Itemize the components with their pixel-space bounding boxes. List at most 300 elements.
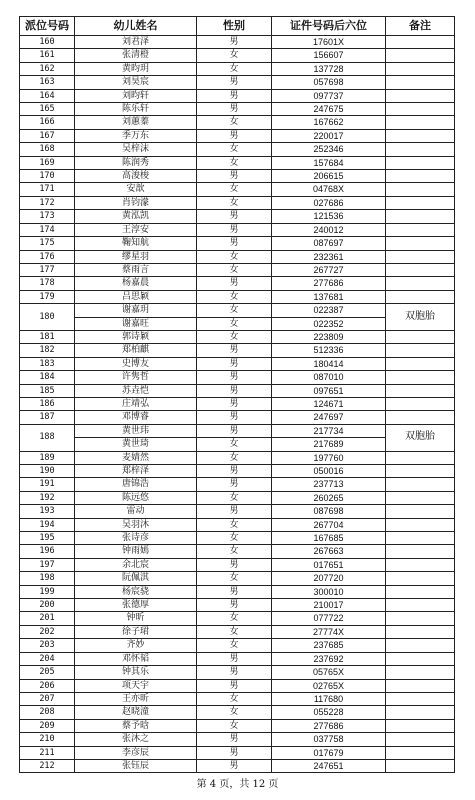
id-last-six-cell: 017651 bbox=[272, 558, 386, 571]
table-row bbox=[20, 505, 455, 518]
lottery-table bbox=[19, 16, 455, 773]
remarks-cell: 双胞胎 bbox=[386, 304, 455, 331]
lottery-number-cell: 210 bbox=[20, 733, 75, 746]
id-last-six-cell: 097651 bbox=[272, 384, 386, 397]
gender-cell: 男 bbox=[197, 666, 272, 679]
id-last-six-cell: 260265 bbox=[272, 491, 386, 504]
remarks-cell bbox=[386, 116, 455, 129]
table-body bbox=[20, 36, 455, 773]
id-last-six-cell: 055228 bbox=[272, 706, 386, 719]
table-row bbox=[20, 411, 455, 424]
remarks-cell bbox=[386, 344, 455, 357]
id-last-six-cell: 017679 bbox=[272, 746, 386, 759]
child-name-cell: 黄世玮 bbox=[75, 424, 197, 437]
gender-cell: 女 bbox=[197, 706, 272, 719]
gender-cell: 男 bbox=[197, 478, 272, 491]
remarks-cell bbox=[386, 532, 455, 545]
table-row bbox=[20, 746, 455, 759]
child-name-cell: 蔡予晗 bbox=[75, 719, 197, 732]
lottery-number-cell: 192 bbox=[20, 491, 75, 504]
lottery-number-cell: 164 bbox=[20, 89, 75, 102]
gender-cell: 女 bbox=[197, 438, 272, 451]
table-row bbox=[20, 639, 455, 652]
table-row bbox=[20, 384, 455, 397]
lottery-number-cell: 182 bbox=[20, 344, 75, 357]
id-last-six-cell: 167685 bbox=[272, 532, 386, 545]
id-last-six-cell: 277686 bbox=[272, 277, 386, 290]
remarks-cell bbox=[386, 505, 455, 518]
gender-cell: 男 bbox=[197, 76, 272, 89]
lottery-number-cell: 208 bbox=[20, 706, 75, 719]
lottery-number-cell: 205 bbox=[20, 666, 75, 679]
table-row bbox=[20, 237, 455, 250]
gender-cell: 男 bbox=[197, 384, 272, 397]
table-row bbox=[20, 666, 455, 679]
remarks-cell bbox=[386, 545, 455, 558]
gender-cell: 男 bbox=[197, 357, 272, 370]
table-row bbox=[20, 706, 455, 719]
child-name-cell: 钟其乐 bbox=[75, 666, 197, 679]
id-last-six-cell: 137681 bbox=[272, 290, 386, 303]
gender-cell: 女 bbox=[197, 143, 272, 156]
header-lottery-number: 派位号码 bbox=[20, 17, 75, 36]
gender-cell: 男 bbox=[197, 36, 272, 49]
child-name-cell: 刘蕙蓁 bbox=[75, 116, 197, 129]
id-last-six-cell: 300010 bbox=[272, 585, 386, 598]
child-name-cell: 吴羽沐 bbox=[75, 518, 197, 531]
lottery-number-cell: 175 bbox=[20, 237, 75, 250]
remarks-cell bbox=[386, 692, 455, 705]
table-row bbox=[20, 733, 455, 746]
id-last-six-cell: 240012 bbox=[272, 223, 386, 236]
table-row bbox=[20, 170, 455, 183]
table-row bbox=[20, 478, 455, 491]
child-name-cell: 黄泓凯 bbox=[75, 210, 197, 223]
header-remarks: 备注 bbox=[386, 17, 455, 36]
lottery-number-cell: 165 bbox=[20, 103, 75, 116]
remarks-cell bbox=[386, 357, 455, 370]
lottery-number-cell: 180 bbox=[20, 304, 75, 331]
lottery-number-cell: 163 bbox=[20, 76, 75, 89]
id-last-six-cell: 180414 bbox=[272, 357, 386, 370]
lottery-number-cell: 200 bbox=[20, 599, 75, 612]
remarks-cell bbox=[386, 558, 455, 571]
child-name-cell: 缪星羽 bbox=[75, 250, 197, 263]
gender-cell: 女 bbox=[197, 545, 272, 558]
gender-cell: 男 bbox=[197, 424, 272, 437]
lottery-number-cell: 160 bbox=[20, 36, 75, 49]
gender-cell: 男 bbox=[197, 103, 272, 116]
gender-cell: 男 bbox=[197, 759, 272, 772]
child-name-cell: 王亦昕 bbox=[75, 692, 197, 705]
remarks-cell bbox=[386, 759, 455, 772]
child-name-cell: 张德厚 bbox=[75, 599, 197, 612]
id-last-six-cell: 167662 bbox=[272, 116, 386, 129]
table-row bbox=[20, 759, 455, 772]
remarks-cell bbox=[386, 89, 455, 102]
id-last-six-cell: 512336 bbox=[272, 344, 386, 357]
header-gender: 性别 bbox=[197, 17, 272, 36]
child-name-cell: 麦婧然 bbox=[75, 451, 197, 464]
lottery-number-cell: 185 bbox=[20, 384, 75, 397]
gender-cell: 男 bbox=[197, 371, 272, 384]
lottery-number-cell: 187 bbox=[20, 411, 75, 424]
gender-cell: 男 bbox=[197, 223, 272, 236]
remarks-cell bbox=[386, 652, 455, 665]
child-name-cell: 季万东 bbox=[75, 129, 197, 142]
child-name-cell: 郑柏麒 bbox=[75, 344, 197, 357]
table-row bbox=[20, 89, 455, 102]
table-row bbox=[20, 545, 455, 558]
remarks-cell bbox=[386, 210, 455, 223]
gender-cell: 男 bbox=[197, 652, 272, 665]
id-last-six-cell: 237685 bbox=[272, 639, 386, 652]
child-name-cell: 高浚梭 bbox=[75, 170, 197, 183]
table-header-row bbox=[20, 17, 455, 36]
remarks-cell bbox=[386, 103, 455, 116]
lottery-number-cell: 212 bbox=[20, 759, 75, 772]
lottery-number-cell: 203 bbox=[20, 639, 75, 652]
id-last-six-cell: 220017 bbox=[272, 129, 386, 142]
remarks-cell bbox=[386, 36, 455, 49]
gender-cell: 女 bbox=[197, 290, 272, 303]
table-row bbox=[20, 183, 455, 196]
gender-cell: 男 bbox=[197, 746, 272, 759]
id-last-six-cell: 267663 bbox=[272, 545, 386, 558]
child-name-cell: 蔡雨言 bbox=[75, 263, 197, 276]
id-last-six-cell: 247675 bbox=[272, 103, 386, 116]
gender-cell: 男 bbox=[197, 679, 272, 692]
remarks-cell bbox=[386, 170, 455, 183]
table-row bbox=[20, 532, 455, 545]
id-last-six-cell: 217734 bbox=[272, 424, 386, 437]
lottery-number-cell: 211 bbox=[20, 746, 75, 759]
remarks-cell bbox=[386, 237, 455, 250]
child-name-cell: 杨宸骁 bbox=[75, 585, 197, 598]
remarks-cell bbox=[386, 746, 455, 759]
id-last-six-cell: 252346 bbox=[272, 143, 386, 156]
lottery-number-cell: 179 bbox=[20, 290, 75, 303]
lottery-number-cell: 198 bbox=[20, 572, 75, 585]
child-name-cell: 黄昀玥 bbox=[75, 62, 197, 75]
child-name-cell: 吕思颖 bbox=[75, 290, 197, 303]
table-row bbox=[20, 129, 455, 142]
id-last-six-cell: 022387 bbox=[272, 304, 386, 317]
remarks-cell bbox=[386, 196, 455, 209]
gender-cell: 女 bbox=[197, 183, 272, 196]
remarks-cell bbox=[386, 143, 455, 156]
child-name-cell: 张沐之 bbox=[75, 733, 197, 746]
id-last-six-cell: 156607 bbox=[272, 49, 386, 62]
table-row bbox=[20, 599, 455, 612]
remarks-cell bbox=[386, 518, 455, 531]
remarks-cell bbox=[386, 733, 455, 746]
child-name-cell: 许隽哲 bbox=[75, 371, 197, 384]
lottery-number-cell: 191 bbox=[20, 478, 75, 491]
gender-cell: 女 bbox=[197, 572, 272, 585]
child-name-cell: 赵晓潼 bbox=[75, 706, 197, 719]
remarks-cell bbox=[386, 491, 455, 504]
lottery-number-cell: 161 bbox=[20, 49, 75, 62]
table-row bbox=[20, 250, 455, 263]
id-last-six-cell: 232361 bbox=[272, 250, 386, 263]
remarks-cell bbox=[386, 679, 455, 692]
remarks-cell bbox=[386, 572, 455, 585]
gender-cell: 女 bbox=[197, 317, 272, 330]
lottery-number-cell: 183 bbox=[20, 357, 75, 370]
table-row bbox=[20, 344, 455, 357]
table-row bbox=[20, 62, 455, 75]
child-name-cell: 谢嘉玥 bbox=[75, 304, 197, 317]
child-name-cell: 钟昕 bbox=[75, 612, 197, 625]
gender-cell: 男 bbox=[197, 210, 272, 223]
child-name-cell: 唐锦浩 bbox=[75, 478, 197, 491]
remarks-cell bbox=[386, 666, 455, 679]
id-last-six-cell: 206615 bbox=[272, 170, 386, 183]
table-row bbox=[20, 692, 455, 705]
gender-cell: 男 bbox=[197, 558, 272, 571]
remarks-cell bbox=[386, 156, 455, 169]
lottery-number-cell: 193 bbox=[20, 505, 75, 518]
remarks-cell bbox=[386, 465, 455, 478]
id-last-six-cell: 197760 bbox=[272, 451, 386, 464]
gender-cell: 女 bbox=[197, 196, 272, 209]
id-last-six-cell: 04768X bbox=[272, 183, 386, 196]
lottery-number-cell: 201 bbox=[20, 612, 75, 625]
remarks-cell bbox=[386, 411, 455, 424]
child-name-cell: 安歆 bbox=[75, 183, 197, 196]
child-name-cell: 雷动 bbox=[75, 505, 197, 518]
remarks-cell bbox=[386, 451, 455, 464]
lottery-number-cell: 184 bbox=[20, 371, 75, 384]
child-name-cell: 项天宇 bbox=[75, 679, 197, 692]
id-last-six-cell: 210017 bbox=[272, 599, 386, 612]
lottery-number-cell: 206 bbox=[20, 679, 75, 692]
gender-cell: 男 bbox=[197, 505, 272, 518]
remarks-cell bbox=[386, 49, 455, 62]
lottery-number-cell: 186 bbox=[20, 397, 75, 410]
gender-cell: 男 bbox=[197, 344, 272, 357]
gender-cell: 男 bbox=[197, 237, 272, 250]
id-last-six-cell: 022352 bbox=[272, 317, 386, 330]
id-last-six-cell: 217689 bbox=[272, 438, 386, 451]
gender-cell: 女 bbox=[197, 263, 272, 276]
table-row bbox=[20, 719, 455, 732]
remarks-cell bbox=[386, 585, 455, 598]
table-row bbox=[20, 585, 455, 598]
remarks-cell bbox=[386, 263, 455, 276]
table-row bbox=[20, 304, 455, 317]
remarks-cell bbox=[386, 719, 455, 732]
table-row bbox=[20, 357, 455, 370]
page-footer: 第 4 页，共 12 页 bbox=[196, 779, 279, 790]
child-name-cell: 郑梓泽 bbox=[75, 465, 197, 478]
gender-cell: 男 bbox=[197, 170, 272, 183]
id-last-six-cell: 247651 bbox=[272, 759, 386, 772]
table-row bbox=[20, 103, 455, 116]
table-row bbox=[20, 491, 455, 504]
lottery-number-cell: 167 bbox=[20, 129, 75, 142]
gender-cell: 女 bbox=[197, 692, 272, 705]
remarks-cell bbox=[386, 599, 455, 612]
child-name-cell: 刘昊宸 bbox=[75, 76, 197, 89]
id-last-six-cell: 087698 bbox=[272, 505, 386, 518]
gender-cell: 女 bbox=[197, 532, 272, 545]
remarks-cell bbox=[386, 277, 455, 290]
table-row bbox=[20, 156, 455, 169]
table-row bbox=[20, 397, 455, 410]
gender-cell: 女 bbox=[197, 451, 272, 464]
id-last-six-cell: 077722 bbox=[272, 612, 386, 625]
remarks-cell bbox=[386, 62, 455, 75]
id-last-six-cell: 27774X bbox=[272, 625, 386, 638]
gender-cell: 男 bbox=[197, 599, 272, 612]
remarks-cell bbox=[386, 706, 455, 719]
child-name-cell: 徐子珺 bbox=[75, 625, 197, 638]
child-name-cell: 苏垚恺 bbox=[75, 384, 197, 397]
child-name-cell: 刘昀轩 bbox=[75, 89, 197, 102]
lottery-number-cell: 171 bbox=[20, 183, 75, 196]
lottery-number-cell: 189 bbox=[20, 451, 75, 464]
gender-cell: 女 bbox=[197, 156, 272, 169]
table-row bbox=[20, 371, 455, 384]
gender-cell: 男 bbox=[197, 89, 272, 102]
id-last-six-cell: 137728 bbox=[272, 62, 386, 75]
table-row bbox=[20, 223, 455, 236]
remarks-cell bbox=[386, 639, 455, 652]
remarks-cell bbox=[386, 290, 455, 303]
lottery-number-cell: 172 bbox=[20, 196, 75, 209]
table-row bbox=[20, 465, 455, 478]
table-row bbox=[20, 116, 455, 129]
gender-cell: 女 bbox=[197, 250, 272, 263]
lottery-number-cell: 170 bbox=[20, 170, 75, 183]
gender-cell: 男 bbox=[197, 397, 272, 410]
child-name-cell: 谢嘉旺 bbox=[75, 317, 197, 330]
gender-cell: 女 bbox=[197, 62, 272, 75]
remarks-cell bbox=[386, 250, 455, 263]
remarks-cell bbox=[386, 397, 455, 410]
table-row bbox=[20, 263, 455, 276]
table-row bbox=[20, 277, 455, 290]
remarks-cell bbox=[386, 183, 455, 196]
gender-cell: 男 bbox=[197, 733, 272, 746]
gender-cell: 男 bbox=[197, 585, 272, 598]
id-last-six-cell: 223809 bbox=[272, 330, 386, 343]
gender-cell: 男 bbox=[197, 411, 272, 424]
gender-cell: 女 bbox=[197, 639, 272, 652]
id-last-six-cell: 267727 bbox=[272, 263, 386, 276]
child-name-cell: 余北宸 bbox=[75, 558, 197, 571]
remarks-cell bbox=[386, 612, 455, 625]
child-name-cell: 吴梓沫 bbox=[75, 143, 197, 156]
id-last-six-cell: 057698 bbox=[272, 76, 386, 89]
table-row bbox=[20, 518, 455, 531]
child-name-cell: 张钰辰 bbox=[75, 759, 197, 772]
child-name-cell: 张诗彦 bbox=[75, 532, 197, 545]
remarks-cell: 双胞胎 bbox=[386, 424, 455, 451]
lottery-number-cell: 169 bbox=[20, 156, 75, 169]
gender-cell: 女 bbox=[197, 116, 272, 129]
remarks-cell bbox=[386, 625, 455, 638]
gender-cell: 女 bbox=[197, 625, 272, 638]
id-last-six-cell: 237692 bbox=[272, 652, 386, 665]
id-last-six-cell: 17601X bbox=[272, 36, 386, 49]
table-row bbox=[20, 424, 455, 437]
child-name-cell: 陈乐轩 bbox=[75, 103, 197, 116]
child-name-cell: 齐妙 bbox=[75, 639, 197, 652]
child-name-cell: 肖钧濛 bbox=[75, 196, 197, 209]
table-row bbox=[20, 210, 455, 223]
id-last-six-cell: 02765X bbox=[272, 679, 386, 692]
lottery-number-cell: 162 bbox=[20, 62, 75, 75]
table-row bbox=[20, 572, 455, 585]
id-last-six-cell: 087697 bbox=[272, 237, 386, 250]
id-last-six-cell: 267704 bbox=[272, 518, 386, 531]
lottery-number-cell: 188 bbox=[20, 424, 75, 451]
gender-cell: 男 bbox=[197, 277, 272, 290]
child-name-cell: 刘君泽 bbox=[75, 36, 197, 49]
table-row bbox=[20, 625, 455, 638]
lottery-number-cell: 194 bbox=[20, 518, 75, 531]
gender-cell: 男 bbox=[197, 465, 272, 478]
gender-cell: 女 bbox=[197, 719, 272, 732]
lottery-number-cell: 207 bbox=[20, 692, 75, 705]
remarks-cell bbox=[386, 478, 455, 491]
id-last-six-cell: 157684 bbox=[272, 156, 386, 169]
id-last-six-cell: 037758 bbox=[272, 733, 386, 746]
table-row bbox=[20, 49, 455, 62]
table-row bbox=[20, 652, 455, 665]
id-last-six-cell: 087010 bbox=[272, 371, 386, 384]
gender-cell: 女 bbox=[197, 49, 272, 62]
table-row bbox=[20, 36, 455, 49]
lottery-number-cell: 181 bbox=[20, 330, 75, 343]
lottery-number-cell: 197 bbox=[20, 558, 75, 571]
table-row bbox=[20, 679, 455, 692]
table-row bbox=[20, 612, 455, 625]
child-name-cell: 杨嘉晨 bbox=[75, 277, 197, 290]
id-last-six-cell: 277686 bbox=[272, 719, 386, 732]
header-id-last-six: 证件号码后六位 bbox=[272, 17, 386, 36]
lottery-number-cell: 176 bbox=[20, 250, 75, 263]
lottery-number-cell: 190 bbox=[20, 465, 75, 478]
lottery-number-cell: 195 bbox=[20, 532, 75, 545]
lottery-number-cell: 174 bbox=[20, 223, 75, 236]
child-name-cell: 钟雨嫣 bbox=[75, 545, 197, 558]
id-last-six-cell: 207720 bbox=[272, 572, 386, 585]
id-last-six-cell: 050016 bbox=[272, 465, 386, 478]
child-name-cell: 史博友 bbox=[75, 357, 197, 370]
table-row bbox=[20, 143, 455, 156]
child-name-cell: 黄世琦 bbox=[75, 438, 197, 451]
table-row bbox=[20, 330, 455, 343]
child-name-cell: 王淳安 bbox=[75, 223, 197, 236]
lottery-number-cell: 199 bbox=[20, 585, 75, 598]
remarks-cell bbox=[386, 330, 455, 343]
gender-cell: 女 bbox=[197, 330, 272, 343]
child-name-cell: 阮佩淇 bbox=[75, 572, 197, 585]
gender-cell: 女 bbox=[197, 518, 272, 531]
child-name-cell: 李彦辰 bbox=[75, 746, 197, 759]
child-name-cell: 张清橙 bbox=[75, 49, 197, 62]
lottery-number-cell: 177 bbox=[20, 263, 75, 276]
lottery-number-cell: 196 bbox=[20, 545, 75, 558]
table-row bbox=[20, 451, 455, 464]
table-row bbox=[20, 290, 455, 303]
lottery-number-cell: 173 bbox=[20, 210, 75, 223]
child-name-cell: 庄靖弘 bbox=[75, 397, 197, 410]
